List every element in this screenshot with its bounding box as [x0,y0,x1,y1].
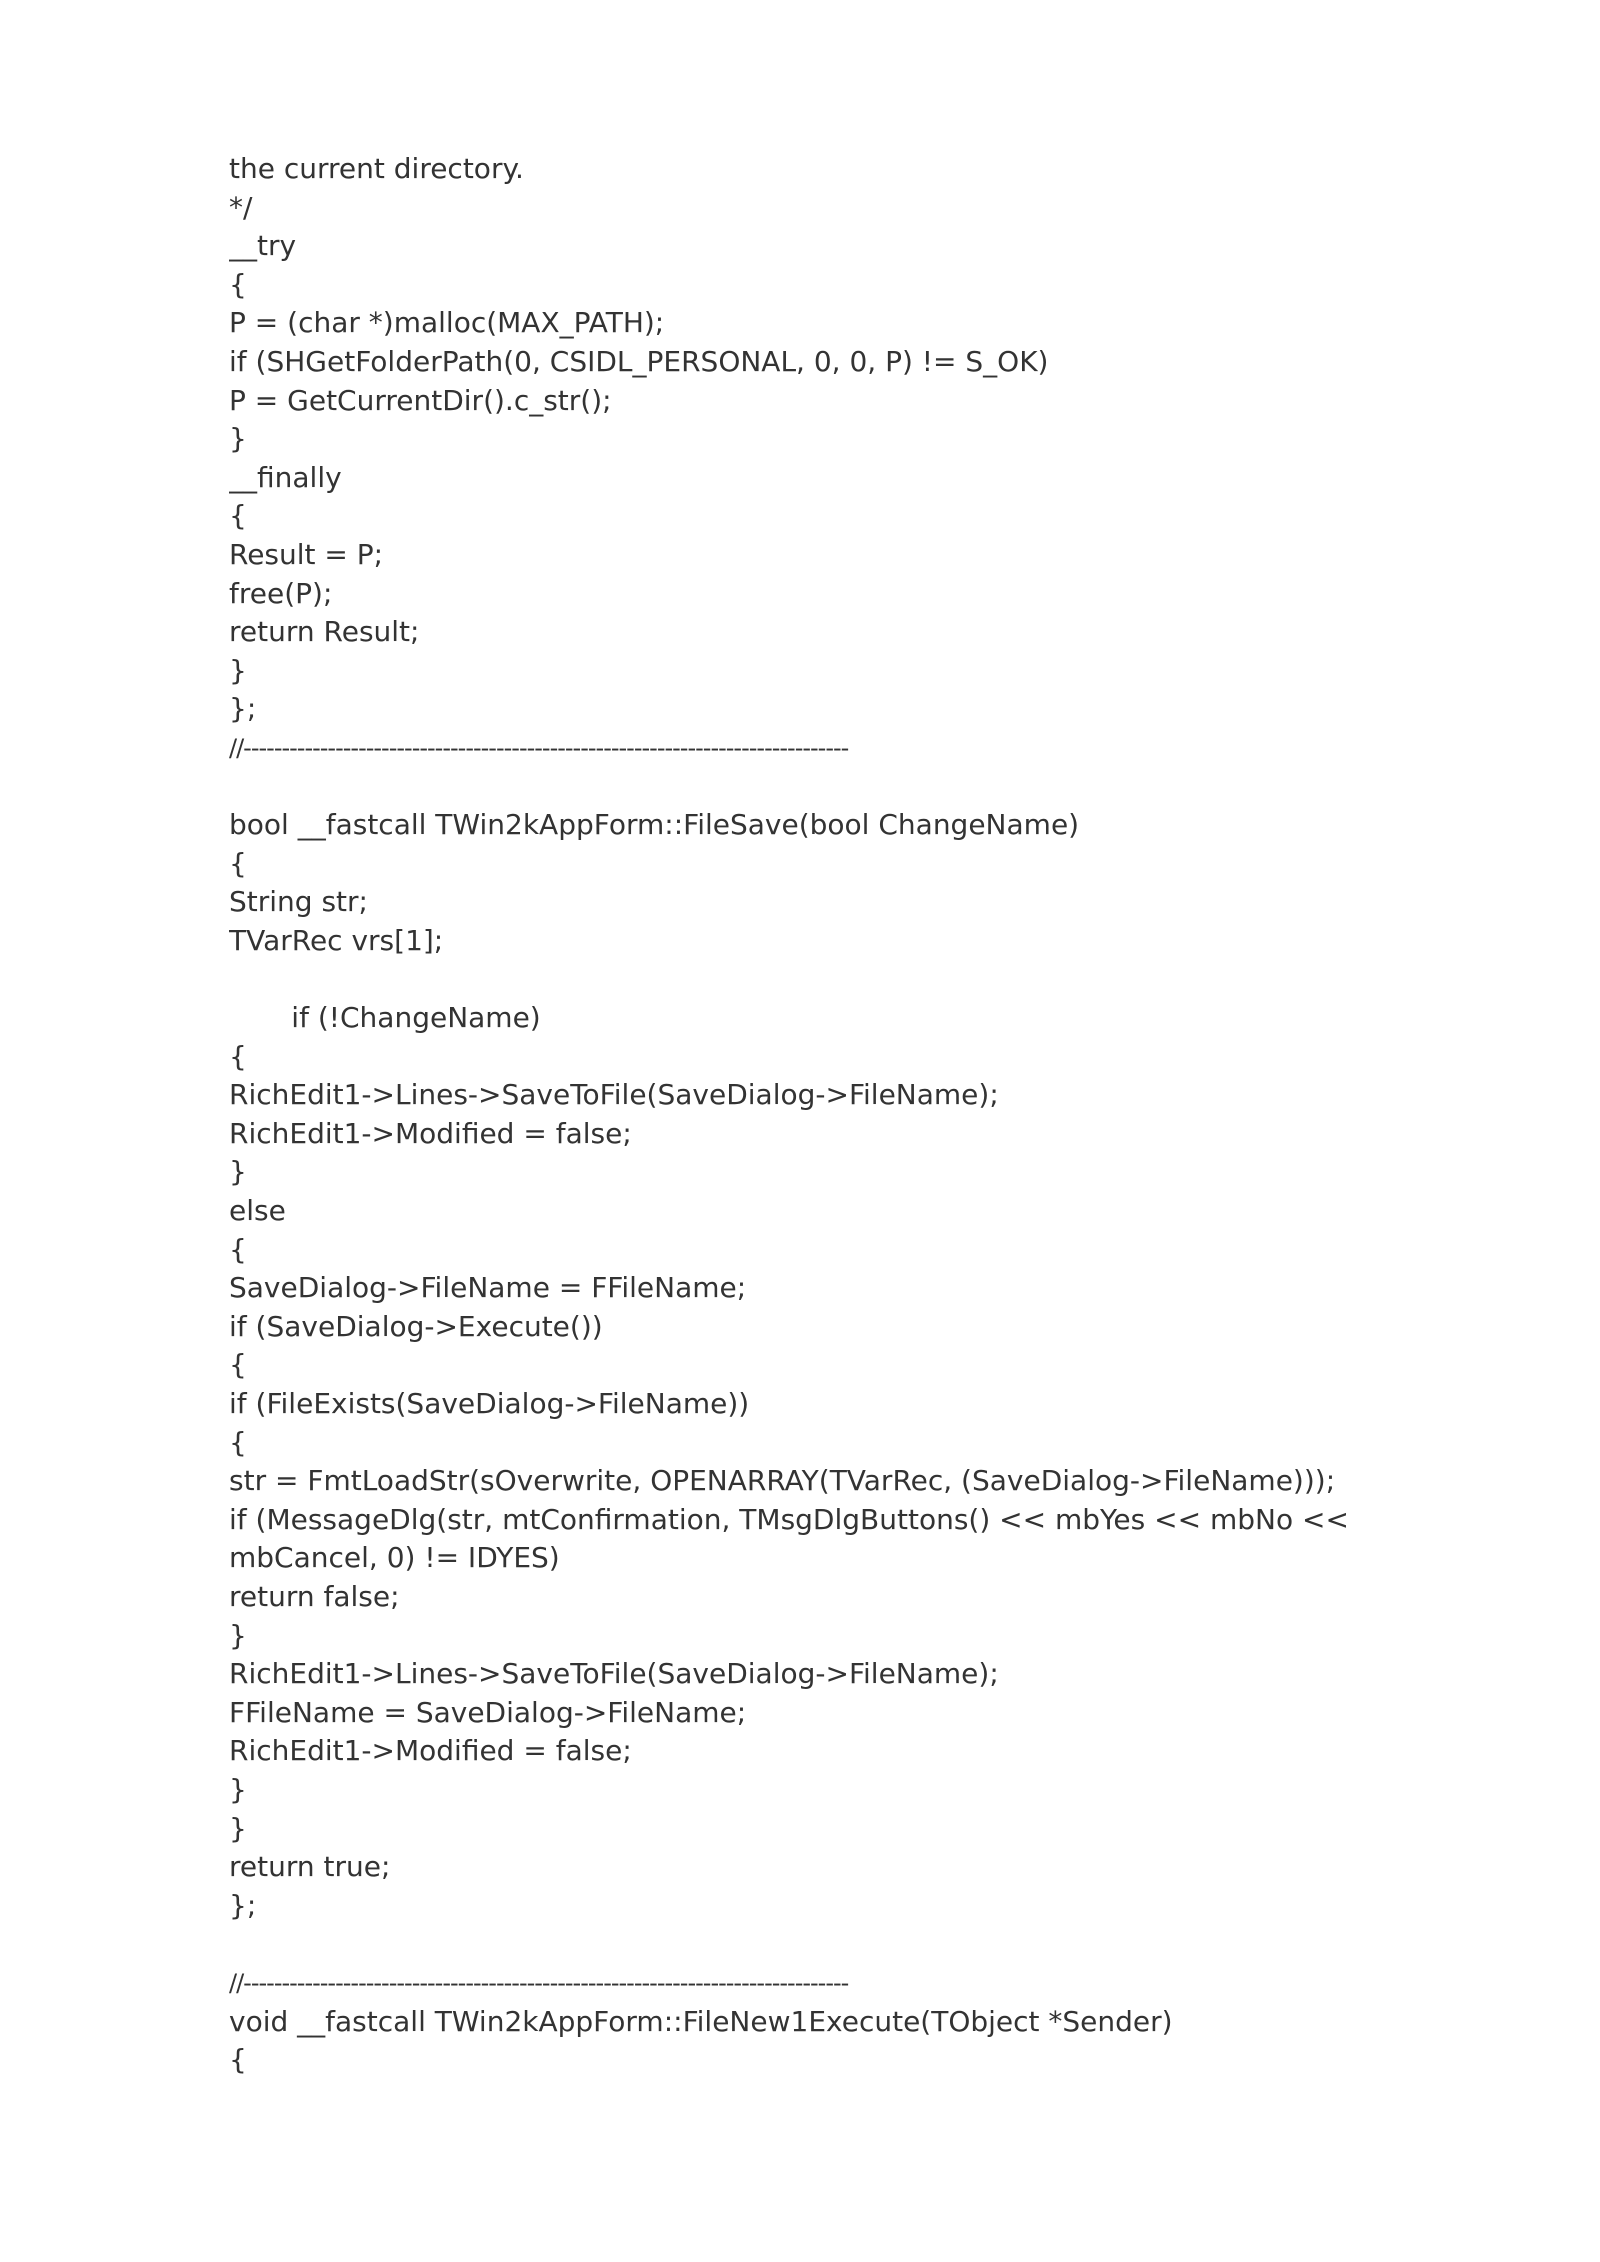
code-line: } [229,1618,247,1652]
code-line: if (SHGetFolderPath(0, CSIDL_PERSONAL, 0, 0, P) != S_OK) [229,344,1049,378]
function-signature: bool __fastcall TWin2kAppForm::FileSave(bool ChangeName) [229,808,1080,842]
code-line: str = FmtLoadStr(sOverwrite, OPENARRAY(TVarRec, (SaveDialog->FileName))); [229,1464,1336,1498]
code-line: { [229,1039,247,1073]
code-line: { [229,2043,247,2077]
separator-comment: //------------------------------------------------------------------------------- [229,1968,849,1997]
code-line: if (FileExists(SaveDialog->FileName)) [229,1387,750,1420]
code-line: return false; [229,1579,400,1613]
code-line: if (MessageDlg(str, mtConfirmation, TMsgDlgButtons() << mbYes << mbNo << [229,1502,1349,1536]
code-line: return Result; [229,615,420,649]
code-line: { [229,1348,247,1382]
code-line: TVarRec vrs[1]; [229,923,444,957]
code-line: __finally [229,460,342,494]
code-line: P = (char *)malloc(MAX_PATH); [229,306,665,340]
code-line: Result = P; [229,537,384,571]
code-line: mbCancel, 0) != IDYES) [229,1541,560,1575]
blank-line [229,960,1369,999]
code-line: { [229,1232,247,1266]
separator-comment: //------------------------------------------------------------------------------- [229,733,849,762]
code-line: String str; [229,885,368,919]
code-line: if (!ChangeName) [229,1001,541,1035]
code-line: RichEdit1->Modified = false; [229,1116,632,1150]
code-line: } [229,653,247,687]
code-line: __try [229,229,297,263]
code-line: }; [229,1888,257,1922]
blank-line [229,768,1369,807]
code-line: if (SaveDialog->Execute()) [229,1309,603,1343]
code-line: else [229,1194,286,1228]
function-signature: void __fastcall TWin2kAppForm::FileNew1Execute(TObject *Sender) [229,2004,1173,2038]
code-line: free(P); [229,576,333,610]
code-line: RichEdit1->Modified = false; [229,1734,632,1768]
code-line: SaveDialog->FileName = FFileName; [229,1271,747,1305]
code-line: the current directory. [229,152,524,185]
code-line: { [229,846,247,880]
code-line: { [229,1425,247,1459]
blank-line [229,1925,1369,1964]
code-line: } [229,422,247,456]
code-line: } [229,1811,247,1845]
code-line: P = GetCurrentDir().c_str(); [229,383,612,417]
code-line: return true; [229,1850,391,1884]
code-line: } [229,1772,247,1806]
code-line: FFileName = SaveDialog->FileName; [229,1695,747,1729]
code-line: { [229,499,247,533]
code-line: RichEdit1->Lines->SaveToFile(SaveDialog->FileName); [229,1078,999,1112]
code-line: }; [229,692,257,726]
code-line: } [229,1155,247,1189]
code-line: RichEdit1->Lines->SaveToFile(SaveDialog->FileName); [229,1657,999,1691]
code-listing [229,150,1369,2080]
code-line: */ [229,190,253,224]
code-line: { [229,267,247,301]
